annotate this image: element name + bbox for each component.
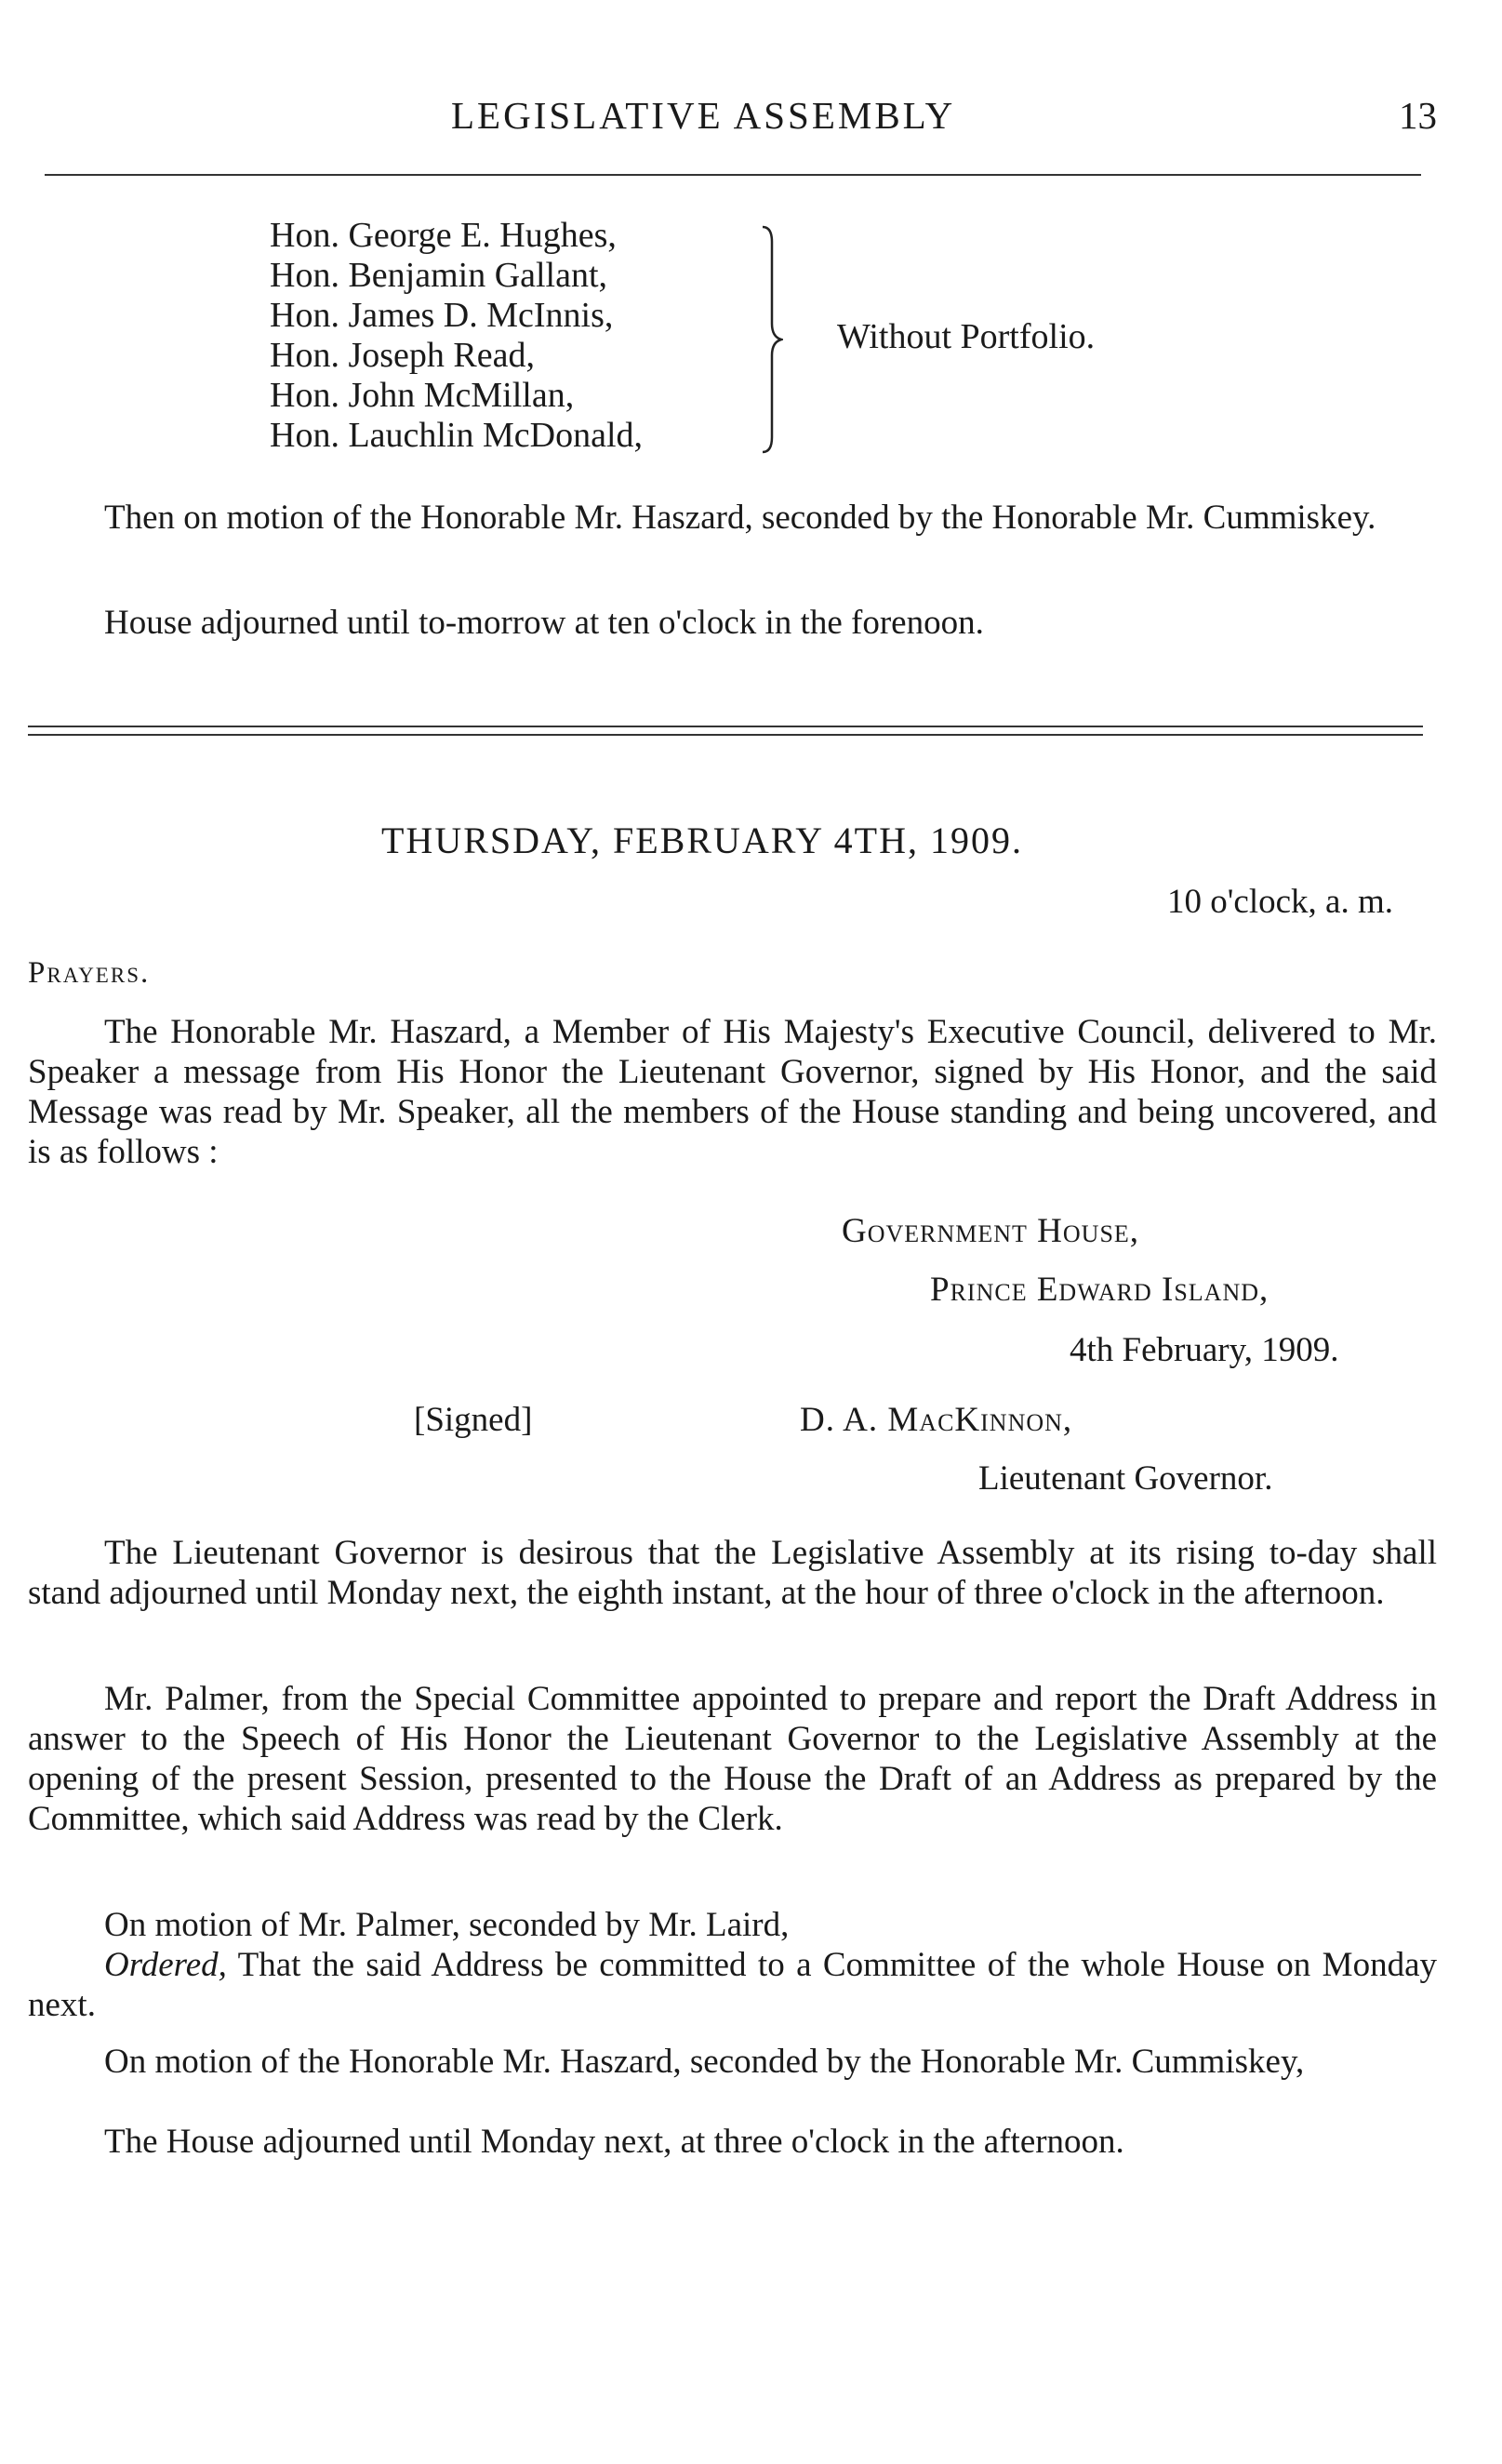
minister-entry: Hon. Joseph Read, — [270, 336, 535, 375]
sitting-time: 10 o'clock, a. m. — [1167, 883, 1393, 921]
signed-label: [Signed] — [414, 1401, 533, 1439]
section-divider — [28, 726, 1423, 736]
sitting-date-heading: THURSDAY, FEBRUARY 4TH, 1909. — [381, 819, 1023, 861]
brace-icon — [759, 223, 783, 456]
running-title: LEGISLATIVE ASSEMBLY — [451, 94, 956, 137]
page-number: 13 — [1399, 94, 1437, 137]
minister-entry: Hon. Benjamin Gallant, — [270, 256, 608, 295]
signatory-name: D. A. MacKinnon, — [800, 1401, 1073, 1439]
address-line: Prince Edward Island, — [930, 1271, 1269, 1309]
address-line: Government House, — [842, 1212, 1140, 1250]
final-motion-paragraph: On motion of the Honorable Mr. Haszard, seconded by the Honorable Mr. Cummiskey, — [104, 2043, 1305, 2081]
ministers-list — [270, 216, 643, 456]
address-date: 4th February, 1909. — [1070, 1331, 1339, 1369]
ordered-word: Ordered, — [104, 1946, 227, 1984]
ordered-paragraph — [28, 1945, 1437, 2025]
motion-paragraph: Then on motion of the Honorable Mr. Haszard, seconded by the Honorable Mr. Cummiskey. — [104, 499, 1376, 537]
minister-entry: Hon. Lauchlin McDonald, — [270, 416, 644, 455]
committee-report-paragraph: Mr. Palmer, from the Special Committee appointed to prepare and report the Draft Address in answer to the Speech of His Honor the Lieutenant Governor to the Legislative Assembly at the opening of the present Session, presented to the House the Draft of an Address as prepared by the Committee, which said Address was read by the Clerk. — [28, 1680, 1437, 1838]
minister-entry: Hon. John McMillan, — [270, 376, 575, 415]
minister-entry: Hon. George E. Hughes, — [270, 216, 617, 255]
message-intro-paragraph: The Honorable Mr. Haszard, a Member of His Majesty's Executive Council, delivered to Mr. Speaker a message from His Honor the Lieutenant Governor, signed by His Honor, and the said Message was read by Mr. Speaker, all the members of the House standing and being uncovered, and is as follows : — [28, 1013, 1437, 1171]
signatory-title: Lieutenant Governor. — [978, 1459, 1273, 1498]
adjournment-paragraph: House adjourned until to-morrow at ten o'clock in the forenoon. — [104, 604, 984, 642]
minister-entry: Hon. James D. McInnis, — [270, 296, 614, 335]
portfolio-label: Without Portfolio. — [837, 317, 1096, 356]
palmer-motion-paragraph: On motion of Mr. Palmer, seconded by Mr. Laird, — [104, 1906, 790, 1944]
prayers-heading: Prayers. — [28, 956, 151, 990]
header-rule — [45, 174, 1421, 176]
final-adjournment-paragraph: The House adjourned until Monday next, at three o'clock in the afternoon. — [104, 2123, 1124, 2161]
ordered-text: That the said Address be committed to a Committee of the whole House on Monday next. — [28, 1946, 1437, 2024]
running-head — [0, 93, 1502, 149]
message-body-paragraph: The Lieutenant Governor is desirous that the Legislative Assembly at its rising to-day shall stand adjourned until Monday next, the eighth instant, at the hour of three o'clock in the afternoon. — [28, 1534, 1437, 1612]
